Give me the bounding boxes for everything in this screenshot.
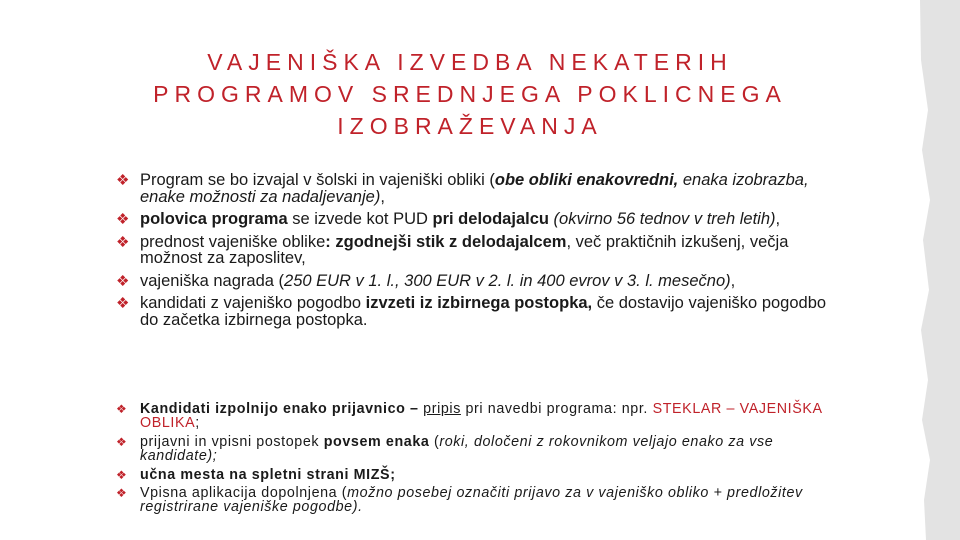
list-item	[116, 486, 841, 515]
text-segment: prednost vajeniške oblike	[140, 232, 326, 251]
secondary-bullet-list	[116, 402, 841, 519]
text-segment: možno posebej označiti prijavo za v vajeniško obliko + predložitev registrirane vajeniške pogodbe).	[140, 485, 803, 516]
text-segment: ;	[195, 415, 200, 432]
list-item	[116, 295, 832, 328]
text-segment: polovica programa	[140, 210, 288, 228]
list-item	[116, 273, 832, 290]
list-item	[116, 402, 841, 431]
list-item	[116, 468, 841, 482]
text-segment: (okvirno 56 tednov v treh letih)	[548, 210, 776, 228]
text-segment: roki, določeni z rokovnikom veljajo enako za vse kandidate);	[140, 433, 774, 465]
list-item	[116, 172, 832, 205]
text-segment: pri navedbi programa: npr.	[460, 401, 653, 417]
slide-title	[70, 46, 870, 142]
text-segment: ,	[380, 187, 385, 206]
title-line-3: IZOBRAŽEVANJA	[337, 113, 603, 139]
text-segment: ,	[775, 210, 781, 228]
diamond-bullet-icon: ❖	[116, 272, 130, 290]
text-segment: 250 EUR v 1. l., 300 EUR v 2. l. in 400 evrov v 3. l. mesečno)	[284, 271, 731, 290]
main-bullet-list	[116, 172, 832, 334]
list-item	[116, 435, 841, 464]
diamond-bullet-icon: ❖	[116, 402, 128, 416]
text-segment: Kandidati izpolnijo enako prijavnico –	[140, 401, 424, 417]
text-segment: obe obliki enakovredni,	[494, 171, 679, 189]
text-segment: (	[429, 433, 440, 450]
text-segment: učna mesta na spletni strani MIZŠ;	[140, 466, 396, 483]
text-segment: : zgodnejši stik z delodajalcem	[325, 232, 567, 251]
text-segment: prijavni in vpisni postopek	[140, 433, 324, 450]
diamond-bullet-icon: ❖	[116, 467, 128, 482]
list-item	[116, 234, 832, 267]
text-segment: kandidati z vajeniško pogodbo	[140, 294, 366, 312]
title-line-1: VAJENIŠKA IZVEDBA NEKATERIH	[207, 49, 733, 75]
torn-paper-edge-decoration	[860, 0, 960, 540]
diamond-bullet-icon: ❖	[116, 211, 130, 228]
text-segment: Program se bo izvajal v šolski in vajeniški obliki (	[140, 171, 495, 189]
text-segment: ,	[730, 271, 736, 290]
diamond-bullet-icon: ❖	[116, 172, 130, 189]
title-line-2: PROGRAMOV SREDNJEGA POKLICNEGA	[153, 81, 787, 107]
text-segment: enaka izobrazba, enake možnosti za nadaljevanje)	[140, 171, 809, 206]
diamond-bullet-icon: ❖	[116, 233, 130, 251]
text-segment: Vpisna aplikacija dopolnjena (	[140, 485, 348, 502]
text-segment: povsem enaka	[323, 433, 430, 450]
text-segment: , več praktičnih izkušenj, večja možnost za zaposlitev,	[140, 232, 789, 267]
text-segment: STEKLAR – VAJENIŠKA OBLIKA	[140, 401, 822, 432]
diamond-bullet-icon: ❖	[116, 295, 130, 312]
text-segment: pri delodajalcu	[432, 210, 549, 228]
text-segment: izvzeti iz izbirnega postopka,	[365, 294, 593, 312]
diamond-bullet-icon: ❖	[116, 486, 128, 501]
text-segment: pripis	[423, 401, 461, 417]
text-segment: če dostavijo vajeniško pogodbo do začetka izbirnega postopka.	[140, 294, 827, 329]
text-segment: vajeniška nagrada (	[140, 271, 285, 290]
text-segment: se izvede kot PUD	[287, 210, 433, 228]
diamond-bullet-icon: ❖	[116, 434, 128, 449]
list-item	[116, 211, 832, 228]
